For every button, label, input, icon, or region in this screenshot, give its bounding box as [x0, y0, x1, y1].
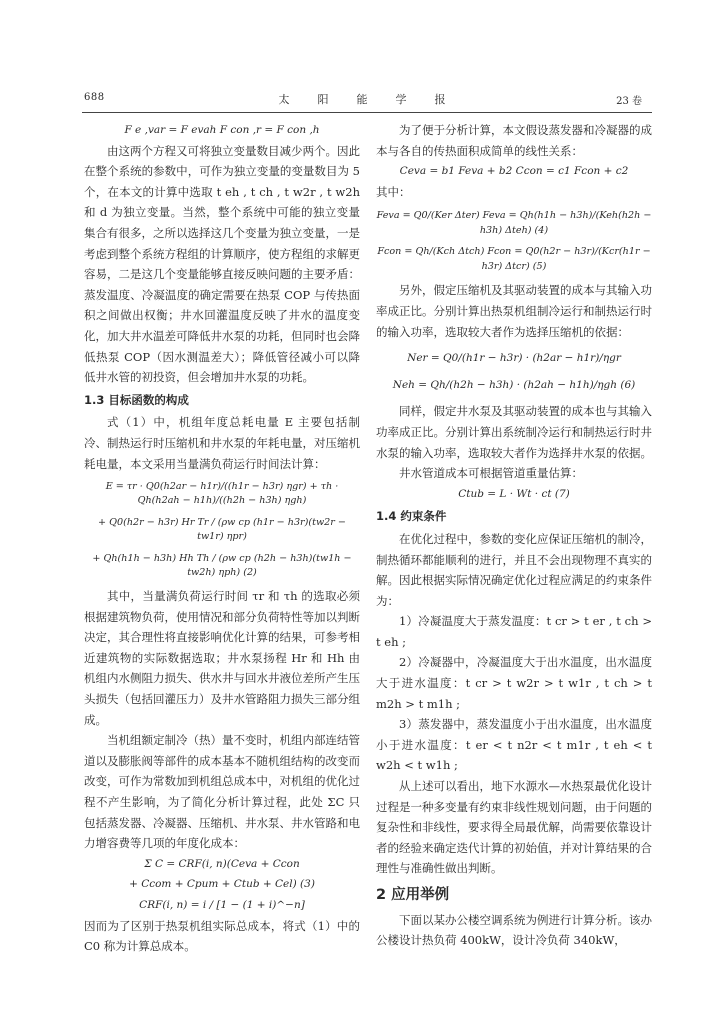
paragraph: 其中，当量满负荷运行时间 τr 和 τh 的选取必须根据建筑物负荷，使用情况和部分负荷特性等加以判断决定，其合理性将直接影响优化计算的结果，可参考相近建筑物的实际数据选取；井水泵扬程 Hr 和 Hh 由机组内水侧阻力损失、供水井与回水井液位差所产生压头损失（包括回灌压力）及井水管路阻力损失三部分组成。: [84, 589, 360, 727]
constraint-item: 1）冷凝温度大于蒸发温度：t cr > t er , t ch > t eh ;: [376, 614, 652, 649]
paragraph: 井水管道成本可根据管道重量估算：: [399, 466, 583, 481]
section-heading-1-4: 1.4 约束条件: [376, 509, 447, 524]
equation-6-line: Neh = Qh/(h2h − h3h) · (h2ah − h1h)/ηgh (6): [392, 378, 636, 391]
equation-3-line: CRF(i, n) = i / [1 − (1 + i)^−n]: [139, 899, 305, 911]
equation-3-line: Σ C = CRF(i, n)(Ceva + Ccon: [144, 857, 300, 870]
paragraph: 由这两个方程又可将独立变量数目减少两个。因此在整个系统的参数中，可作为独立变量的变量数目为 5 个，在本文的计算中选取 t eh , t ch , t w2r , t w2h 和 d 为独立变量。当然，整个系统中可能的独立变量集合有很多，之所以选择这几个变量为独立变量，一是考虑到整个系统方程组的计算顺序，使方程组的求解更容易，二是这几个变量能够直接反映问题的主要矛盾：蒸发温度、冷凝温度的确定需要在热泵 COP 与传热面积之间做出权衡；井水回灌温度反映了井水的温度变化，加大井水温差可降低井水泵的功耗，但同时也会降低热泵 COP（因水测温差大）；降低管径减小可以降低井水管的初投资，但会增加井水泵的功耗。: [84, 143, 360, 385]
equation-constraint: F e ,var = F evah F con ,r = F con ,h: [124, 124, 320, 136]
paragraph: 下面以某办公楼空调系统为例进行计算分析。该办公楼设计热负荷 400kW，设计冷负荷 340kW，: [376, 912, 652, 948]
equation-3-line: + Ccom + Cpum + Ctub + Cel) (3): [129, 878, 315, 891]
page-number: 688: [84, 92, 105, 103]
paragraph: 同样，假定井水泵及其驱动装置的成本也与其输入功率成正比。分别计算出系统制冷运行和制热运行时井水泵的输入功率，选取较大者作为选择井水泵的依据。: [376, 404, 652, 460]
volume-label: 23 卷: [616, 96, 642, 107]
section-heading-2: 2 应用举例: [376, 887, 450, 903]
equation-5: Fcon = Qh/(Kch Δtch) Fcon = Q0(h2r − h3r)/(Kcr(h1r − h3r) Δtcr) (5): [377, 246, 651, 273]
paragraph: 从上述可以看出，地下水源水—水热泵最优化设计过程是一种多变量有约束非线性规划问题，由于问题的复杂性和非线性，要求得全局最优解，尚需要依靠设计者的经验来确定迭代计算的初始值，并对计算结果的合理性与准确性做出判断。: [376, 779, 652, 876]
running-header: [0, 88, 724, 110]
paragraph: 式（1）中，机组年度总耗电量 E 主要包括制冷、制热运行时压缩机和井水泵的年耗电量，对压缩机耗电量，本文采用当量满负荷运行时间法计算：: [84, 415, 360, 471]
constraint-item: 2）冷凝器中，冷凝温度大于出水温度，出水温度大于进水温度：t cr > t w2r > t w1r , t ch > t m2h > t m1h ;: [376, 655, 652, 711]
section-heading-1-3: 1.3 目标函数的构成: [84, 392, 189, 407]
paragraph: 另外，假定压缩机及其驱动装置的成本与其输入功率成正比。分别计算出热泵机组制冷运行和制热运行时的输入功率，选取较大者作为选择压缩机的依据：: [376, 283, 652, 339]
paragraph: 为了便于分析计算，本文假设蒸发器和冷凝器的成本与各自的传热面积成简单的线性关系：: [376, 123, 652, 158]
equation-2-line: E = τr · Q0(h2ar − h1r)/((h1r − h3r) ηgr) + τh · Qh(h2ah − h1h)/((h2h − h3h) ηgh): [105, 481, 339, 507]
equation-4: Feva = Q0/(Ker Δter) Feva = Qh(h1h − h3h)/(Keh(h2h − h3h) Δteh) (4): [376, 210, 652, 237]
paragraph: 其中：: [376, 184, 411, 199]
equation-6-line: Ner = Q0/(h1r − h3r) · (h2ar − h1r)/ηgr: [407, 352, 621, 365]
header-rule: [82, 112, 652, 113]
constraint-item: 3）蒸发器中，蒸发温度小于出水温度，出水温度小于进水温度：t er < t n2r < t m1r , t eh < t w2h < t w1h ;: [376, 717, 652, 773]
paragraph: 因而为了区别于热泵机组实际总成本，将式（1）中的 C0 称为计算总成本。: [84, 918, 360, 954]
equation-cost-linear: Ceva = b1 Feva + b2 Ccon = c1 Fcon + c2: [399, 165, 629, 178]
left-column: [84, 120, 360, 957]
paragraph: 在优化过程中，参数的变化应保证压缩机的制冷，制热循环都能顺利的进行，并且不会出现物理不真实的解。因此根据实际情况确定优化过程应满足的约束条件为：: [376, 531, 652, 608]
equation-2-line: + Qh(h1h − h3h) Hh Th / (ρw cp (h2h − h3h)(tw1h − tw2h) ηph) (2): [92, 553, 352, 579]
paragraph: 当机组额定制冷（热）量不变时，机组内部连结管道以及膨胀阀等部件的成本基本不随机组结构的改变而改变，可作为常数加到机组总成本中，对机组的优化过程不产生影响，为了简化分析计算过程，此处 ΣC 只包括蒸发器、冷凝器、压缩机、井水泵、井水管路和电力增容费等几项的年度化成本：: [84, 733, 360, 851]
equation-2-line: + Q0(h2r − h3r) Hr Tr / (ρw cp (h1r − h3r)(tw2r − tw1r) ηpr): [98, 517, 346, 543]
right-column: [376, 120, 652, 951]
journal-title: 太阳能学报: [278, 93, 474, 106]
equation-7: Ctub = L · Wt · ct (7): [458, 487, 570, 500]
